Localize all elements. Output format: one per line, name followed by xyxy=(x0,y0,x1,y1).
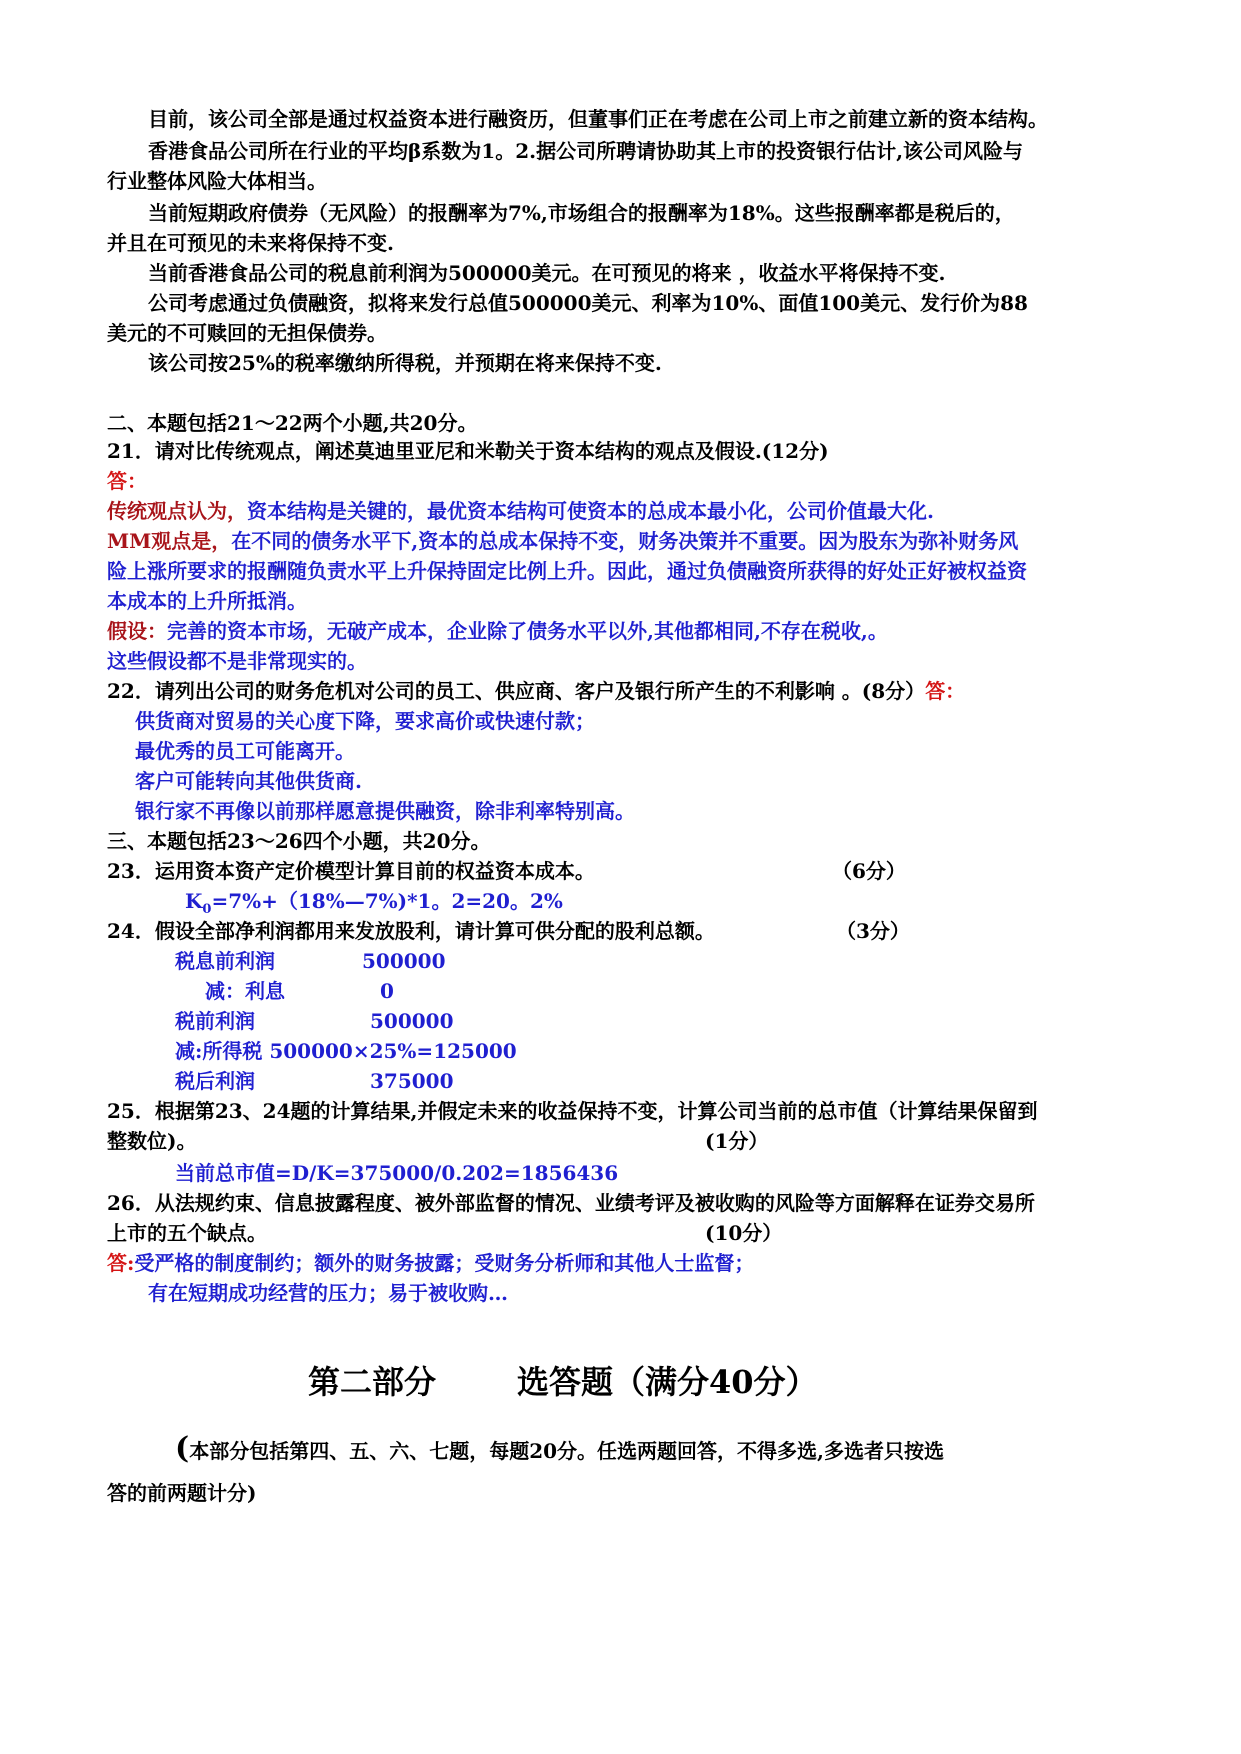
q26-answer-1: 受严格的制度制约；额外的财务披露；受财务分析师和其他人士监督； xyxy=(134,1251,755,1275)
context-line-6: 当前香港食品公司的税息前利润为500000美元。在可预见的将来 ，收益水平将保持不变. xyxy=(148,261,946,285)
q22-answer-3: 客户可能转向其他供货商. xyxy=(135,769,362,793)
context-line-4: 当前短期政府债券（无风险）的报酬率为7%,市场组合的报酬率为18%。这些报酬率都是税后的， xyxy=(148,201,1015,225)
q24-row-label-4: 减:所得税 500000×25%=125000 xyxy=(175,1039,517,1063)
q24-row-label-1: 税息前利润 xyxy=(175,949,275,973)
q22-answer-4: 银行家不再像以前那样愿意提供融资，除非利率特别高。 xyxy=(135,799,635,823)
question-24-score: （3分） xyxy=(836,919,910,943)
traditional-label: 传统观点认为， xyxy=(107,499,247,523)
q26-answer-line-2: 有在短期成功经营的压力；易于被收购… xyxy=(148,1281,508,1305)
context-line-7: 公司考虑通过负债融资，拟将来发行总值500000美元、利率为10%、面值100美元、发行价为88 xyxy=(148,291,1028,315)
q24-row-value-2: 0 xyxy=(380,979,394,1003)
traditional-text: 资本结构是关键的，最优资本结构可使资本的总成本最小化，公司价值最大化. xyxy=(247,499,934,523)
mm-label: MM观点是， xyxy=(107,529,232,553)
q25-answer: 当前总市值=D/K=375000/0.202=1856436 xyxy=(175,1161,619,1185)
assume-note: 这些假设都不是非常现实的。 xyxy=(107,649,367,673)
question-21: 21．请对比传统观点，阐述莫迪里亚尼和米勒关于资本结构的观点及假设.(12分) xyxy=(107,439,829,463)
question-22-text: 22．请列出公司的财务危机对公司的员工、供应商、客户及银行所产生的不利影响 。(8分） xyxy=(107,679,926,703)
assume-label: 假设： xyxy=(107,619,167,643)
part2-note-line-1 xyxy=(175,1431,944,1466)
q22-answer-2: 最优秀的员工可能离开。 xyxy=(135,739,355,763)
part2-title-right: 选答题（满分40分） xyxy=(517,1363,818,1401)
question-23-score: （6分） xyxy=(832,859,906,883)
q26-answer-line-1 xyxy=(107,1248,754,1278)
question-22 xyxy=(107,676,965,706)
q23-answer-k: K xyxy=(185,889,203,913)
q24-row-label-3: 税前利润 xyxy=(175,1009,255,1033)
part2-title-left: 第二部分 xyxy=(308,1363,437,1401)
question-25-score: (1分） xyxy=(705,1129,769,1153)
mm-text-1: 在不同的债务水平下,资本的总成本保持不变，财务决策并不重要。因为股东为弥补财务风 xyxy=(231,529,1019,553)
mm-view-line-3: 本成本的上升所抵消。 xyxy=(107,589,307,613)
q24-row-value-3: 500000 xyxy=(370,1009,454,1033)
question-26-line-2: 上市的五个缺点。 xyxy=(107,1221,267,1245)
q26-answer-label: 答: xyxy=(107,1251,135,1275)
context-line-3: 行业整体风险大体相当。 xyxy=(107,169,327,193)
q23-answer-formula: =7%+（18%—7%)*1。2=20。2% xyxy=(211,889,563,913)
question-26-score: (10分） xyxy=(705,1221,783,1245)
traditional-view xyxy=(107,496,934,526)
part2-note-line-2: 答的前两题计分) xyxy=(107,1481,257,1505)
question-25-line-2: 整数位)。 xyxy=(107,1129,197,1153)
question-24: 24．假设全部净利润都用来发放股利，请计算可供分配的股利总额。 xyxy=(107,919,715,943)
assumptions xyxy=(107,616,888,646)
q24-row-label-5: 税后利润 xyxy=(175,1069,255,1093)
assume-text: 完善的资本市场，无破产成本，企业除了债务水平以外,其他都相同,不存在税收,。 xyxy=(167,619,888,643)
question-23: 23．运用资本资产定价模型计算目前的权益资本成本。 xyxy=(107,859,595,883)
q22-answer-1: 供货商对贸易的关心度下降，要求高价或快速付款； xyxy=(135,709,595,733)
section3-heading: 三、本题包括23～26四个小题，共20分。 xyxy=(107,829,491,853)
q24-row-value-1: 500000 xyxy=(362,949,446,973)
question-25-line-1: 25．根据第23、24题的计算结果,并假定未来的收益保持不变，计算公司当前的总市值（计算结果保留到 xyxy=(107,1099,1038,1123)
context-line-5: 并且在可预见的未来将保持不变. xyxy=(107,231,394,255)
context-line-2: 香港食品公司所在行业的平均β系数为1。2.据公司所聘请协助其上市的投资银行估计,该公司风险与 xyxy=(148,139,1024,163)
part2-note-paren: ( xyxy=(175,1431,190,1466)
q24-row-value-5: 375000 xyxy=(370,1069,454,1093)
question-26-line-1: 26．从法规约束、信息披露程度、被外部监督的情况、业绩考评及被收购的风险等方面解释在证券交易所 xyxy=(107,1191,1035,1215)
section2-heading: 二、本题包括21～22两个小题,共20分。 xyxy=(107,411,478,435)
mm-view-line-1 xyxy=(107,526,1018,556)
answer-label-21: 答： xyxy=(107,469,147,493)
context-line-8: 美元的不可赎回的无担保债券。 xyxy=(107,321,387,345)
context-line-9: 该公司按25%的税率缴纳所得税，并预期在将来保持不变. xyxy=(148,351,662,375)
mm-view-line-2: 险上涨所要求的报酬随负责水平上升保持固定比例上升。因此，通过负债融资所获得的好处正好被权益资 xyxy=(107,559,1027,583)
q24-row-label-2: 减：利息 xyxy=(205,979,285,1003)
q23-answer-sub: 0 xyxy=(202,902,212,917)
context-line-1: 目前，该公司全部是通过权益资本进行融资历，但董事们正在考虑在公司上市之前建立新的资本结构。 xyxy=(148,107,1048,131)
answer-label-22: 答： xyxy=(925,679,966,703)
part2-note-text-1: 本部分包括第四、五、六、七题，每题20分。任选两题回答，不得多选,多选者只按选 xyxy=(189,1439,944,1463)
